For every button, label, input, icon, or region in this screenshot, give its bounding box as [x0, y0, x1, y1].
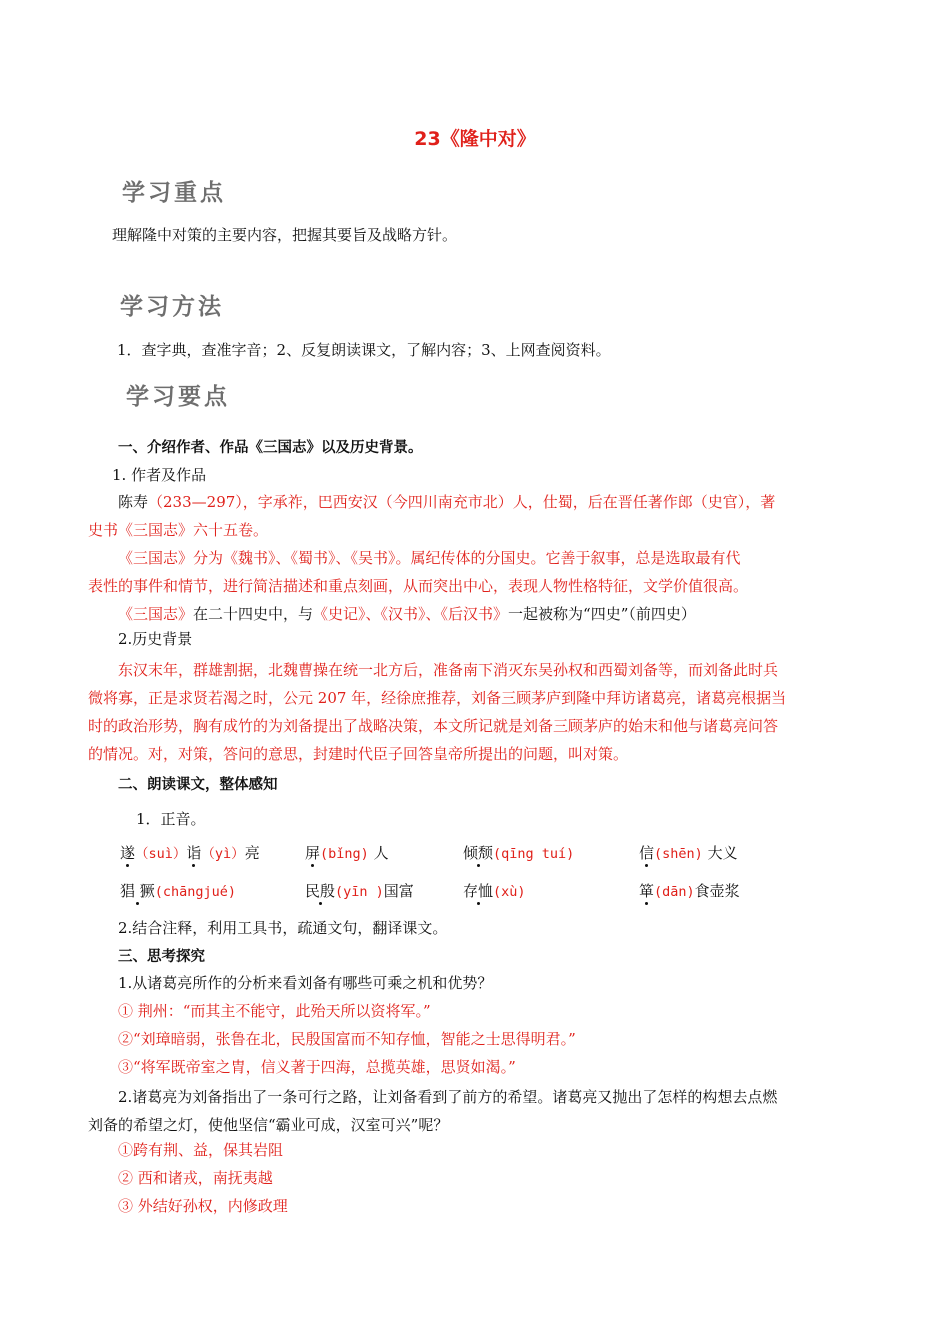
author-info: （233—297），字承祚，巴西安汉（今四川南充市北）人，仕蜀，后在晋任著作郎（史官），著 — [148, 493, 776, 511]
part2-sub2: 2.结合注释，利用工具书，疏通文句，翻译课文。 — [118, 919, 448, 937]
pron-pinyin: (qīng tuí) — [493, 846, 575, 862]
sgz-paragraph — [88, 544, 863, 600]
pron-item — [305, 880, 414, 901]
pron-char: 箪 — [639, 882, 655, 900]
answer-2-item: ③ 外结好孙权，内修政理 — [118, 1197, 288, 1215]
pron-item — [120, 880, 236, 901]
pron-pinyin: (bǐng) — [320, 846, 369, 862]
pron-item — [639, 842, 738, 863]
four-b: 在二十四史中，与 — [193, 605, 314, 623]
answer-1-item: ③“将军既帝室之胄，信义著于四海，总揽英雄，思贤如渴。” — [118, 1058, 516, 1076]
pron-item — [639, 880, 740, 901]
bg-line4: 的情况。对，对策，答问的意思，封建时代臣子回答皇帝所提出的问题，叫对策。 — [88, 745, 629, 763]
pron-rest: 人 — [368, 844, 389, 862]
pron-rest: 大义 — [702, 844, 738, 862]
pron-pinyin: (chāngjué) — [154, 884, 237, 900]
pron-pinyin: (yīn ) — [335, 884, 384, 900]
section-header-method: 学习方法 — [120, 293, 224, 320]
answer-1-item: ① 荆州：“而其主不能守，此殆天所以资将军。” — [118, 1002, 431, 1020]
pron-item — [463, 880, 526, 901]
pron-char: 遂 — [120, 844, 136, 862]
four-histories — [88, 600, 863, 628]
four-d: 一起被称为“四史”（前四史） — [508, 605, 696, 623]
background-paragraph — [88, 656, 863, 768]
pron-pinyin: （yì） — [201, 846, 245, 862]
author-paragraph — [88, 488, 863, 544]
pron-char: 猖 獗 — [120, 882, 155, 900]
part1-sub1: 1. 作者及作品 — [112, 466, 207, 484]
part2-heading: 二、朗读课文，整体感知 — [118, 777, 278, 793]
pron-char: 存恤 — [463, 882, 494, 900]
bg-line2: 微将寡，正是求贤若渴之时，公元 207 年，经徐庶推荐，刘备三顾茅庐到隆中拜访诸葛亮，诸葛亮根据当 — [88, 689, 787, 707]
question-2-line1: 2.诸葛亮为刘备指出了一条可行之路，让刘备看到了前方的希望。诸葛亮又抛出了怎样的构想去点燃 — [118, 1088, 778, 1106]
pron-rest: 食壶浆 — [694, 882, 740, 900]
bg-line3: 时的政治形势，胸有成竹的为刘备提出了战略决策，本文所记就是刘备三顾茅庐的始末和他与诸葛亮问答 — [88, 717, 779, 735]
section-header-points: 学习要点 — [126, 383, 230, 410]
pron-char: 诣 — [186, 844, 202, 862]
answer-2-item: ①跨有荆、益，保其岩阻 — [118, 1141, 284, 1159]
pron-pinyin: (xù) — [493, 884, 526, 900]
pron-char: 民殷 — [305, 882, 336, 900]
question-2 — [88, 1083, 863, 1139]
pron-char: 屏 — [305, 844, 321, 862]
pron-char: 信 — [639, 844, 655, 862]
sgz-line2: 表性的事件和情节，进行简洁描述和重点刻画，从而突出中心，表现人物性格特征，文学价值很高。 — [88, 577, 749, 595]
pron-char: 倾颓 — [463, 844, 494, 862]
section-header-focus: 学习重点 — [122, 179, 226, 206]
method-text: 1．查字典，查准字音；2、反复朗读课文，了解内容；3、上网查阅资料。 — [117, 341, 611, 359]
pron-item — [120, 842, 260, 863]
author-info-line2: 史书《三国志》六十五卷。 — [88, 521, 269, 539]
part2-sub1: 1．正音。 — [136, 810, 206, 828]
answer-1-item: ②“刘璋暗弱，张鲁在北，民殷国富而不知存恤，智能之士思得明君。” — [118, 1030, 576, 1048]
pron-pinyin: (dān) — [654, 884, 695, 900]
focus-text: 理解隆中对策的主要内容，把握其要旨及战略方针。 — [112, 226, 458, 244]
answer-2-item: ② 西和诸戎，南抚夷越 — [118, 1169, 273, 1187]
author-name: 陈寿 — [118, 493, 149, 511]
pron-rest: 国富 — [383, 882, 414, 900]
bg-line1: 东汉末年，群雄割据，北魏曹操在统一北方后，准备南下消灭东吴孙权和西蜀刘备等，而刘备此时兵 — [118, 661, 779, 679]
question-1: 1.从诸葛亮所作的分析来看刘备有哪些可乘之机和优势？ — [118, 974, 493, 992]
part1-heading: 一、介绍作者、作品《三国志》以及历史背景。 — [118, 440, 423, 456]
four-c: 《史记》、《汉书》、《后汉书》 — [313, 605, 509, 623]
part3-heading: 三、思考探究 — [118, 949, 205, 965]
pron-pinyin: （suì） — [135, 846, 187, 862]
pron-pinyin: (shēn) — [654, 846, 703, 862]
pron-item — [463, 842, 574, 863]
four-a: 《三国志》 — [118, 605, 194, 623]
pron-rest: 亮 — [244, 844, 260, 862]
question-2-line2: 刘备的希望之灯，使他坚信“霸业可成，汉室可兴”呢？ — [88, 1116, 449, 1134]
part1-sub2: 2.历史背景 — [118, 630, 193, 648]
page-title: 23《隆中对》 — [414, 128, 536, 150]
sgz-line1: 《三国志》分为《魏书》、《蜀书》、《吴书》。属纪传体的分国史。它善于叙事，总是选取最有代 — [118, 549, 741, 567]
pron-item — [305, 842, 389, 863]
